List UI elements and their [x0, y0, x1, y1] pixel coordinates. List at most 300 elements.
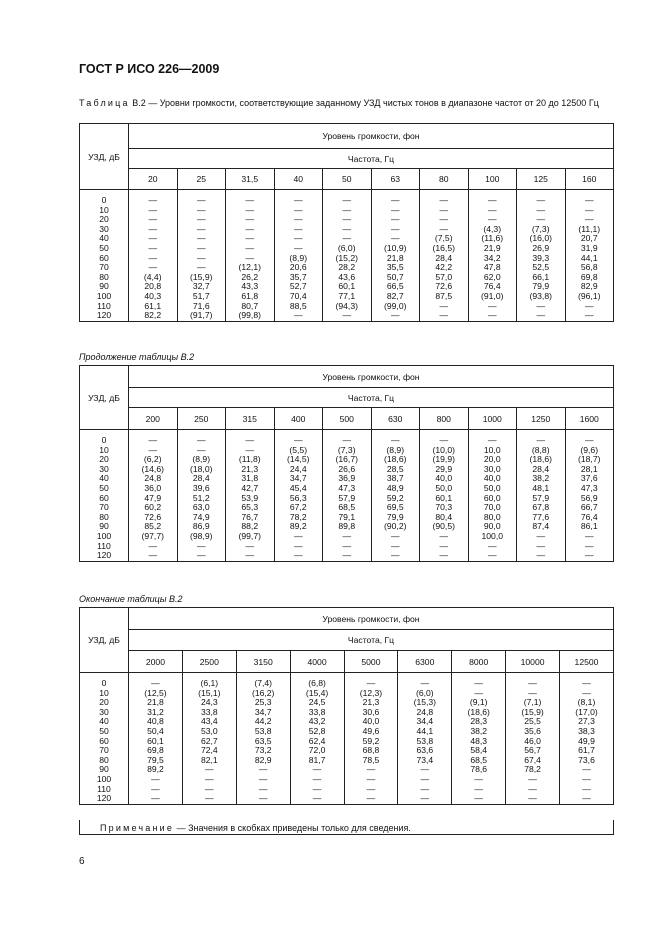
spl-value: 20	[99, 697, 109, 708]
loudness-value: 67,4	[524, 754, 541, 765]
spl-value: 0	[101, 678, 107, 688]
frequency-col-header: 1250	[517, 408, 566, 430]
loudness-value: 57,9	[532, 492, 550, 503]
loudness-value: 79,1	[338, 511, 356, 522]
loudness-value: 24,4	[289, 463, 307, 474]
loudness-value: 63,5	[254, 735, 272, 746]
loudness-value: 51,7	[192, 290, 210, 301]
loudness-value: (94,3)	[335, 300, 358, 311]
loudness-value: —	[528, 687, 537, 698]
loudness-value: —	[151, 678, 160, 688]
loudness-value: 43,4	[200, 716, 218, 727]
loudness-value: 53,8	[254, 725, 272, 736]
loudness-value: 34,7	[289, 473, 307, 484]
loudness-value: —	[487, 214, 497, 225]
loudness-value: (16,2)	[251, 687, 275, 698]
loudness-value: (17,0)	[575, 706, 598, 717]
spl-value: 40	[99, 233, 109, 244]
loudness-value: (15,9)	[521, 706, 544, 717]
spl-value: 120	[96, 550, 112, 561]
spl-value: 40	[99, 716, 109, 727]
loudness-values-cell	[468, 190, 517, 322]
loudness-value: 76,7	[241, 511, 259, 522]
loudness-value: —	[342, 204, 352, 215]
loudness-value: 82,9	[580, 281, 598, 292]
spl-column-header: УЗД, дБ	[80, 366, 129, 430]
loudness-value: —	[390, 540, 400, 551]
loudness-value: —	[196, 223, 206, 234]
frequency-col-header: 1600	[565, 408, 614, 430]
loudness-value: (8,9)	[289, 252, 308, 263]
loudness-value: 70,3	[435, 502, 453, 513]
loudness-value: 77,1	[338, 290, 356, 301]
loudness-value: 21,9	[483, 242, 501, 253]
loudness-value: (7,1)	[523, 697, 542, 708]
loudness-value: (11,1)	[578, 223, 601, 234]
loudness-values-cell	[129, 430, 178, 562]
spl-value: 30	[99, 706, 109, 717]
loudness-value: —	[390, 310, 400, 321]
loudness-value: 21,8	[147, 697, 164, 708]
loudness-value: (99,0)	[384, 300, 407, 311]
loudness-value: —	[245, 223, 255, 234]
loudness-level-header: Уровень громкости, фон	[129, 124, 614, 149]
loudness-value: 47,8	[483, 262, 501, 273]
loudness-value: —	[582, 773, 591, 784]
spl-value: 90	[99, 281, 109, 292]
spl-column-header: УЗД, дБ	[80, 124, 129, 190]
loudness-value: 42,7	[241, 482, 259, 493]
loudness-value: 78,6	[470, 764, 488, 775]
spl-value: 120	[96, 310, 112, 321]
loudness-value: 73,2	[254, 745, 272, 756]
loudness-value: 25,5	[524, 716, 541, 727]
loudness-value: 36,9	[338, 473, 356, 484]
table-body-row	[80, 190, 614, 322]
loudness-value: —	[205, 793, 214, 804]
loudness-value: 59,2	[362, 735, 380, 746]
spl-value: 50	[99, 242, 109, 253]
loudness-value: —	[439, 195, 449, 205]
loudness-value: (7,5)	[434, 233, 453, 244]
frequency-col-header: 8000	[452, 651, 506, 673]
loudness-value: —	[151, 773, 160, 784]
loudness-value: 49,6	[362, 725, 380, 736]
loudness-value: —	[584, 540, 594, 551]
loudness-value: 24,3	[200, 697, 218, 708]
loudness-value: —	[148, 204, 158, 215]
loudness-value: 68,5	[338, 502, 356, 513]
loudness-value: 60,1	[338, 281, 356, 292]
loudness-value: —	[245, 550, 255, 561]
loudness-value: (18,6)	[467, 706, 490, 717]
loudness-value: —	[584, 214, 594, 225]
loudness-value: 88,2	[241, 521, 259, 532]
loudness-value: —	[390, 550, 400, 561]
loudness-value: —	[293, 435, 303, 445]
loudness-value: —	[420, 793, 430, 804]
spl-values-cell	[80, 430, 129, 562]
loudness-value: (16,5)	[432, 242, 455, 253]
loudness-value: 28,5	[386, 463, 404, 474]
loudness-values-cell	[182, 673, 236, 805]
loudness-value: —	[584, 204, 594, 215]
loudness-value: (15,2)	[335, 252, 358, 263]
loudness-value: —	[312, 773, 322, 784]
spl-value: 60	[99, 252, 109, 263]
loudness-value: 62,4	[308, 735, 326, 746]
loudness-value: 24,8	[144, 473, 162, 484]
frequency-col-header: 2500	[182, 651, 236, 673]
loudness-value: —	[584, 435, 594, 445]
spl-value: 10	[99, 687, 109, 698]
loudness-value: —	[474, 687, 483, 698]
loudness-value: 20,0	[483, 454, 501, 465]
loudness-value: (11,6)	[481, 233, 504, 244]
frequency-col-header: 20	[129, 169, 178, 190]
loudness-value: —	[366, 764, 376, 775]
loudness-value: —	[584, 550, 594, 561]
loudness-value: —	[536, 214, 546, 225]
loudness-value: 60,2	[144, 502, 162, 513]
spl-values-cell	[80, 673, 129, 805]
loudness-value: —	[582, 783, 591, 794]
table-caption-label: Таблица	[79, 98, 130, 108]
frequency-col-header: 800	[420, 408, 469, 430]
loudness-value: —	[390, 214, 400, 225]
frequency-col-header: 200	[129, 408, 178, 430]
loudness-value: 78,2	[524, 764, 541, 775]
loudness-value: (4,3)	[483, 223, 502, 234]
loudness-value: (18,6)	[384, 454, 407, 465]
loudness-value: (6,0)	[415, 687, 434, 698]
loudness-value: (16,7)	[335, 454, 358, 465]
loudness-value: —	[245, 233, 255, 244]
frequency-col-header: 250	[177, 408, 226, 430]
loudness-value: 42,2	[435, 262, 453, 273]
loudness-value: —	[148, 550, 158, 561]
loudness-value: (15,3)	[413, 697, 437, 708]
spl-value: 90	[99, 521, 109, 532]
loudness-value: —	[487, 310, 497, 321]
loudness-value: —	[582, 793, 591, 804]
loudness-value: 21,3	[241, 463, 259, 474]
loudness-value: —	[439, 300, 449, 311]
loudness-value: (4,4)	[143, 271, 162, 282]
loudness-value: 20,7	[580, 233, 598, 244]
loudness-value: —	[366, 678, 376, 688]
loudness-value: 81,7	[308, 754, 326, 765]
loudness-value: (7,3)	[531, 223, 550, 234]
loudness-value: —	[196, 435, 206, 445]
loudness-value: —	[148, 195, 158, 205]
loudness-value: 44,1	[580, 252, 598, 263]
loudness-value: 73,4	[416, 754, 434, 765]
loudness-value: —	[390, 195, 400, 205]
loudness-value: (90,2)	[384, 521, 407, 532]
loudness-value: —	[439, 204, 449, 215]
loudness-value: 24,5	[308, 697, 326, 708]
spl-values-cell	[80, 190, 129, 322]
loudness-value: 61,1	[144, 300, 162, 311]
loudness-value: 70,0	[483, 502, 501, 513]
table-body-row	[80, 673, 614, 805]
loudness-value: 56,3	[289, 492, 307, 503]
loudness-value: 28,2	[338, 262, 356, 273]
loudness-value: 72,0	[308, 745, 326, 756]
loudness-table-part-1	[79, 123, 614, 322]
loudness-value: —	[148, 252, 158, 263]
frequency-col-header: 100	[468, 169, 517, 190]
loudness-value: —	[536, 530, 546, 541]
loudness-value: 40,3	[144, 290, 162, 301]
loudness-value: (96,1)	[578, 290, 601, 301]
loudness-value: 31,9	[580, 242, 598, 253]
loudness-values-cell	[420, 430, 469, 562]
loudness-values-cell	[274, 190, 323, 322]
loudness-value: —	[439, 435, 449, 445]
loudness-value: (91,7)	[190, 310, 213, 321]
loudness-value: —	[342, 540, 352, 551]
loudness-value: 69,8	[580, 271, 598, 282]
loudness-value: (91,0)	[481, 290, 504, 301]
loudness-value: 80,7	[241, 300, 259, 311]
frequency-col-header: 5000	[344, 651, 398, 673]
loudness-value: 77,6	[532, 511, 550, 522]
spl-value: 110	[97, 783, 111, 794]
loudness-value: (12,5)	[144, 687, 167, 698]
loudness-level-header: Уровень громкости, фон	[129, 366, 614, 388]
loudness-value: 69,8	[147, 745, 164, 756]
loudness-value: —	[528, 793, 537, 804]
loudness-value: 40,0	[435, 473, 453, 484]
loudness-value: (10,9)	[384, 242, 407, 253]
loudness-value: (9,6)	[580, 444, 599, 455]
spl-value: 50	[99, 725, 109, 736]
loudness-value: —	[148, 435, 158, 445]
loudness-value: 72,6	[435, 281, 453, 292]
loudness-value: 43,2	[308, 716, 326, 727]
loudness-value: 74,9	[192, 511, 210, 522]
loudness-value: —	[584, 310, 594, 321]
loudness-value: (19,9)	[432, 454, 455, 465]
loudness-value: —	[474, 793, 483, 804]
loudness-value: —	[536, 204, 546, 215]
loudness-value: 34,4	[416, 716, 434, 727]
loudness-value: 60,1	[435, 492, 453, 503]
loudness-value: 61,8	[241, 290, 259, 301]
loudness-value: 48,1	[532, 482, 550, 493]
loudness-value: 89,2	[289, 521, 307, 532]
loudness-value: 47,9	[144, 492, 162, 503]
loudness-value: 40,0	[362, 716, 380, 727]
loudness-value: 28,4	[532, 463, 550, 474]
loudness-value: —	[342, 195, 352, 205]
loudness-value: 72,6	[144, 511, 162, 522]
spl-value: 60	[99, 735, 109, 746]
loudness-value: 26,6	[338, 463, 356, 474]
loudness-value: —	[245, 204, 255, 215]
loudness-values-cell	[129, 190, 178, 322]
loudness-value: —	[420, 678, 430, 688]
loudness-table-part-3	[79, 607, 614, 805]
loudness-value: —	[148, 223, 158, 234]
loudness-value: (7,4)	[254, 678, 273, 688]
frequency-col-header: 25	[177, 169, 226, 190]
loudness-value: 21,8	[386, 252, 404, 263]
loudness-value: 50,7	[386, 271, 404, 282]
loudness-value: 35,7	[289, 271, 307, 282]
loudness-value: —	[151, 783, 160, 794]
loudness-value: —	[245, 242, 255, 253]
note-label: Примечание	[100, 823, 175, 833]
loudness-value: 28,4	[435, 252, 453, 263]
loudness-value: —	[439, 214, 449, 225]
loudness-value: —	[196, 233, 206, 244]
frequency-col-header: 4000	[290, 651, 344, 673]
loudness-value: 44,1	[416, 725, 434, 736]
loudness-value: —	[342, 550, 352, 561]
loudness-value: —	[151, 793, 160, 804]
loudness-value: —	[342, 530, 352, 541]
loudness-value: 38,3	[578, 725, 595, 736]
loudness-value: —	[293, 530, 303, 541]
loudness-value: 87,5	[435, 290, 453, 301]
loudness-value: —	[487, 300, 497, 311]
loudness-value: 68,8	[362, 745, 380, 756]
loudness-value: —	[420, 783, 430, 794]
loudness-values-cell	[344, 673, 398, 805]
loudness-values-cell	[506, 673, 560, 805]
loudness-value: —	[439, 223, 449, 234]
loudness-value: —	[474, 783, 483, 794]
loudness-value: (15,1)	[198, 687, 221, 698]
loudness-values-cell	[274, 430, 323, 562]
loudness-value: 21,3	[362, 697, 380, 708]
loudness-value: —	[439, 530, 449, 541]
loudness-value: 82,2	[144, 310, 162, 321]
spl-value: 100	[96, 530, 112, 541]
loudness-value: 47,3	[338, 482, 356, 493]
loudness-value: —	[293, 540, 303, 551]
loudness-level-header: Уровень громкости, фон	[129, 608, 614, 630]
loudness-value: 58,4	[470, 745, 488, 756]
loudness-values-cell	[517, 190, 566, 322]
loudness-value: 33,8	[200, 706, 218, 717]
loudness-value: 28,4	[192, 473, 210, 484]
loudness-value: (5,5)	[289, 444, 308, 455]
loudness-value: —	[487, 435, 497, 445]
loudness-value: —	[390, 233, 400, 244]
loudness-value: 53,8	[416, 735, 434, 746]
loudness-value: (8,8)	[531, 444, 550, 455]
loudness-value: —	[366, 793, 376, 804]
loudness-value: —	[487, 540, 497, 551]
loudness-value: 100,0	[481, 530, 503, 541]
loudness-value: —	[390, 435, 400, 445]
loudness-value: —	[245, 214, 255, 225]
loudness-value: 50,4	[147, 725, 164, 736]
loudness-value: 31,8	[241, 473, 259, 484]
loudness-value: —	[196, 252, 206, 263]
loudness-value: —	[366, 773, 376, 784]
loudness-value: 45,4	[289, 482, 307, 493]
loudness-value: 57,0	[435, 271, 453, 282]
loudness-value: —	[293, 310, 303, 321]
loudness-value: —	[342, 223, 352, 234]
loudness-value: —	[148, 444, 158, 455]
loudness-value: —	[439, 540, 449, 551]
loudness-value: 44,2	[254, 716, 272, 727]
spl-value: 50	[99, 482, 109, 493]
spl-value: 70	[99, 262, 109, 273]
loudness-value: —	[342, 233, 352, 244]
loudness-value: 67,2	[289, 502, 307, 513]
loudness-values-cell	[452, 673, 506, 805]
loudness-value: (6,0)	[337, 242, 356, 253]
frequency-col-header: 2000	[129, 651, 183, 673]
loudness-value: —	[293, 233, 303, 244]
loudness-value: —	[342, 310, 352, 321]
loudness-value: —	[390, 223, 400, 234]
loudness-value: —	[474, 678, 483, 688]
loudness-value: 46,0	[524, 735, 541, 746]
loudness-value: 30,0	[483, 463, 501, 474]
loudness-value: (99,8)	[238, 310, 261, 321]
loudness-value: —	[293, 204, 303, 215]
loudness-value: —	[584, 195, 594, 205]
loudness-value: —	[312, 783, 322, 794]
loudness-value: 27,3	[578, 716, 595, 727]
frequency-header: Частота, Гц	[129, 149, 614, 169]
loudness-value: 90,0	[483, 521, 501, 532]
spl-value: 100	[96, 290, 112, 301]
loudness-value: —	[312, 793, 322, 804]
spl-value: 30	[99, 223, 109, 234]
loudness-value: 40,0	[483, 473, 501, 484]
loudness-value: 65,3	[241, 502, 259, 513]
loudness-value: 63,0	[192, 502, 210, 513]
frequency-col-header: 500	[323, 408, 372, 430]
loudness-value: —	[536, 300, 546, 311]
frequency-col-header: 63	[371, 169, 420, 190]
loudness-value: 34,2	[483, 252, 501, 263]
loudness-value: 38,2	[532, 473, 550, 484]
loudness-value: 20,6	[289, 262, 307, 273]
spl-value: 0	[101, 195, 107, 205]
loudness-values-cell	[323, 190, 372, 322]
loudness-value: —	[245, 435, 255, 445]
loudness-value: —	[536, 310, 546, 321]
loudness-value: 67,8	[532, 502, 550, 513]
loudness-value: 37,6	[580, 473, 598, 484]
loudness-value: 43,6	[338, 271, 356, 282]
loudness-value: (6,8)	[308, 678, 326, 688]
loudness-value: —	[293, 223, 303, 234]
loudness-value: 68,5	[470, 754, 488, 765]
loudness-value: 85,2	[144, 521, 162, 532]
loudness-value: (97,7)	[141, 530, 164, 541]
frequency-col-header: 10000	[506, 651, 560, 673]
loudness-value: (6,2)	[143, 454, 162, 465]
loudness-value: 30,6	[362, 706, 380, 717]
loudness-value: 66,5	[386, 281, 404, 292]
loudness-value: —	[245, 540, 255, 551]
loudness-value: —	[439, 550, 449, 561]
page-number: 6	[79, 856, 85, 867]
loudness-value: —	[582, 764, 591, 775]
loudness-value: —	[196, 540, 206, 551]
